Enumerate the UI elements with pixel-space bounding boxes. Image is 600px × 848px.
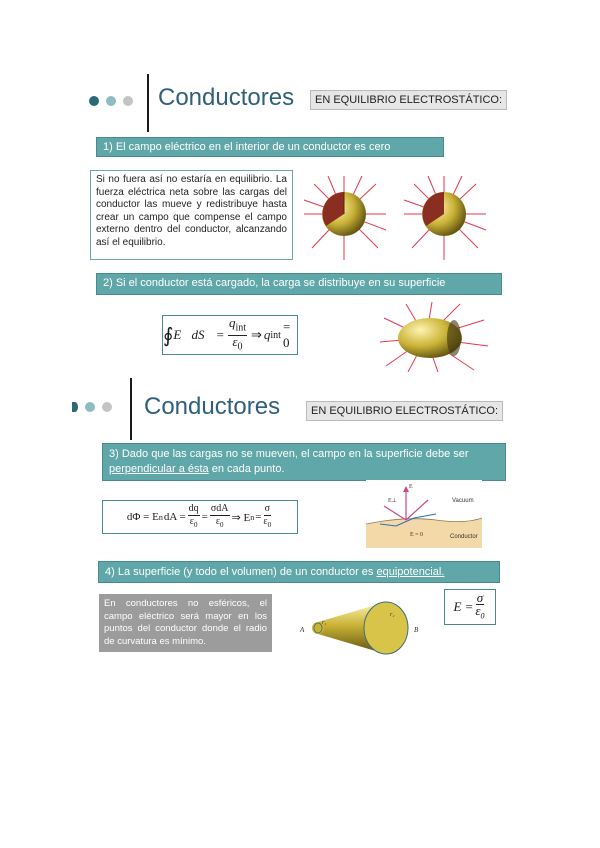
dq-over-eps [188,503,200,531]
point-4-underlined: equipotencial. [376,566,445,578]
point-4-banner [98,561,500,583]
num-q: q [228,314,236,330]
point-3-tail: en cada punto. [208,463,285,475]
flux-lhs: dΦ = E [126,511,159,523]
rhs-zero: = 0 [282,319,291,350]
point-3-banner [102,443,506,481]
cone-label-r2: r₂ [390,612,395,618]
decorative-dots-2 [72,402,112,412]
cone-label-r1: r₁ [322,620,327,626]
flux-formula [102,500,298,534]
dot-mid [85,402,95,412]
surface-field-diagram [366,480,482,548]
e-num: σ [476,589,484,605]
q-over-eps [228,314,247,353]
rhs-q: q [263,327,271,342]
dot-light [102,402,112,412]
cone-label-a: A [300,626,305,634]
conductor-label: Conductor [450,534,478,540]
point-2-banner: 2) Si el conductor está cargado, la carga se distribuye en su superficie [96,273,502,295]
implies-en: ⇒ E [231,511,251,524]
f2-num: σdA [210,503,229,514]
equals-sign: = [216,327,224,342]
dot-mid [106,96,116,106]
e-den: ε [475,602,481,618]
point-3-underlined: perpendicular a ésta [109,463,209,475]
sigma-da-over-eps [210,503,230,531]
vacuum-label: Vacuum [452,498,474,504]
f1-den: ε [189,516,194,527]
nonspherical-note: En conductores no esféricos, el campo eléctrico será mayor en los puntos del conductor donde el radio de curvatura es mínimo. [99,594,272,652]
charged-egg-conductor-illustration [376,300,492,372]
cone-conductor-illustration [296,594,426,666]
f3-den: ε [263,516,268,527]
page-subtitle: EN EQUILIBRIO ELECTROSTÁTICO: [310,90,507,110]
e-den-sub: 0 [480,611,485,621]
f2-den: ε [215,516,221,527]
gauss-law-formula [162,315,298,355]
den-sub: 0 [237,341,243,353]
num-sub: int [235,322,246,334]
point-4-text: 4) La superficie (y todo el volumen) de un conductor es [105,566,377,578]
oint-symbol: ∮ [163,324,174,347]
e-perp-label: E⊥ [388,498,397,504]
field-term: E⃗dS⃗ [173,327,215,342]
e-zero-label: E = 0 [410,532,424,538]
rhs-sub: int [270,329,281,341]
eq3: = [255,511,262,523]
point-1-banner: 1) El campo eléctrico en el interior de un conductor es cero [96,137,444,157]
sigma-over-eps [263,503,271,531]
point-3-text: 3) Dado que las cargas no se mueven, el campo en la superficie debe ser [109,448,469,460]
title-divider [147,74,149,132]
f1-num: dq [188,503,199,514]
flux-lhs-sub: n [158,512,163,522]
explanation-text: Si no fuera así no estaría en equilibrio. La fuerza eléctrica neta sobre las cargas del conductor las mueve y redistribuye hasta crear un campo que compense el campo externo dentro del conductor, alcanzando así el equilibrio. [90,170,293,260]
den-eps: ε [232,333,238,349]
dot-dark [72,402,78,412]
dot-dark [89,96,99,106]
f2-den-sub: 0 [220,521,224,529]
page-title-2: Conductores [144,393,281,420]
implies-arrow: ⇒ [251,327,262,342]
e-sigma-formula [444,589,496,625]
f1-den-sub: 0 [194,521,198,529]
f3-num: σ [264,503,270,514]
sigma-eps-frac [475,589,485,623]
conductor-spheres-illustration [296,172,500,268]
title-divider-2 [130,378,132,440]
f3-den-sub: 0 [267,521,272,529]
page-subtitle-2: EN EQUILIBRIO ELECTROSTÁTICO: [306,401,503,421]
flux-lhs-tail: dA = [163,511,186,523]
decorative-dots [89,96,133,106]
eq2: = [201,511,208,523]
e-vec-label: E [409,484,413,490]
en-sub: n [250,512,255,522]
page-title: Conductores [158,84,295,111]
dot-light [123,96,133,106]
e-lhs: E = [453,599,474,614]
cone-label-b: B [414,626,419,634]
